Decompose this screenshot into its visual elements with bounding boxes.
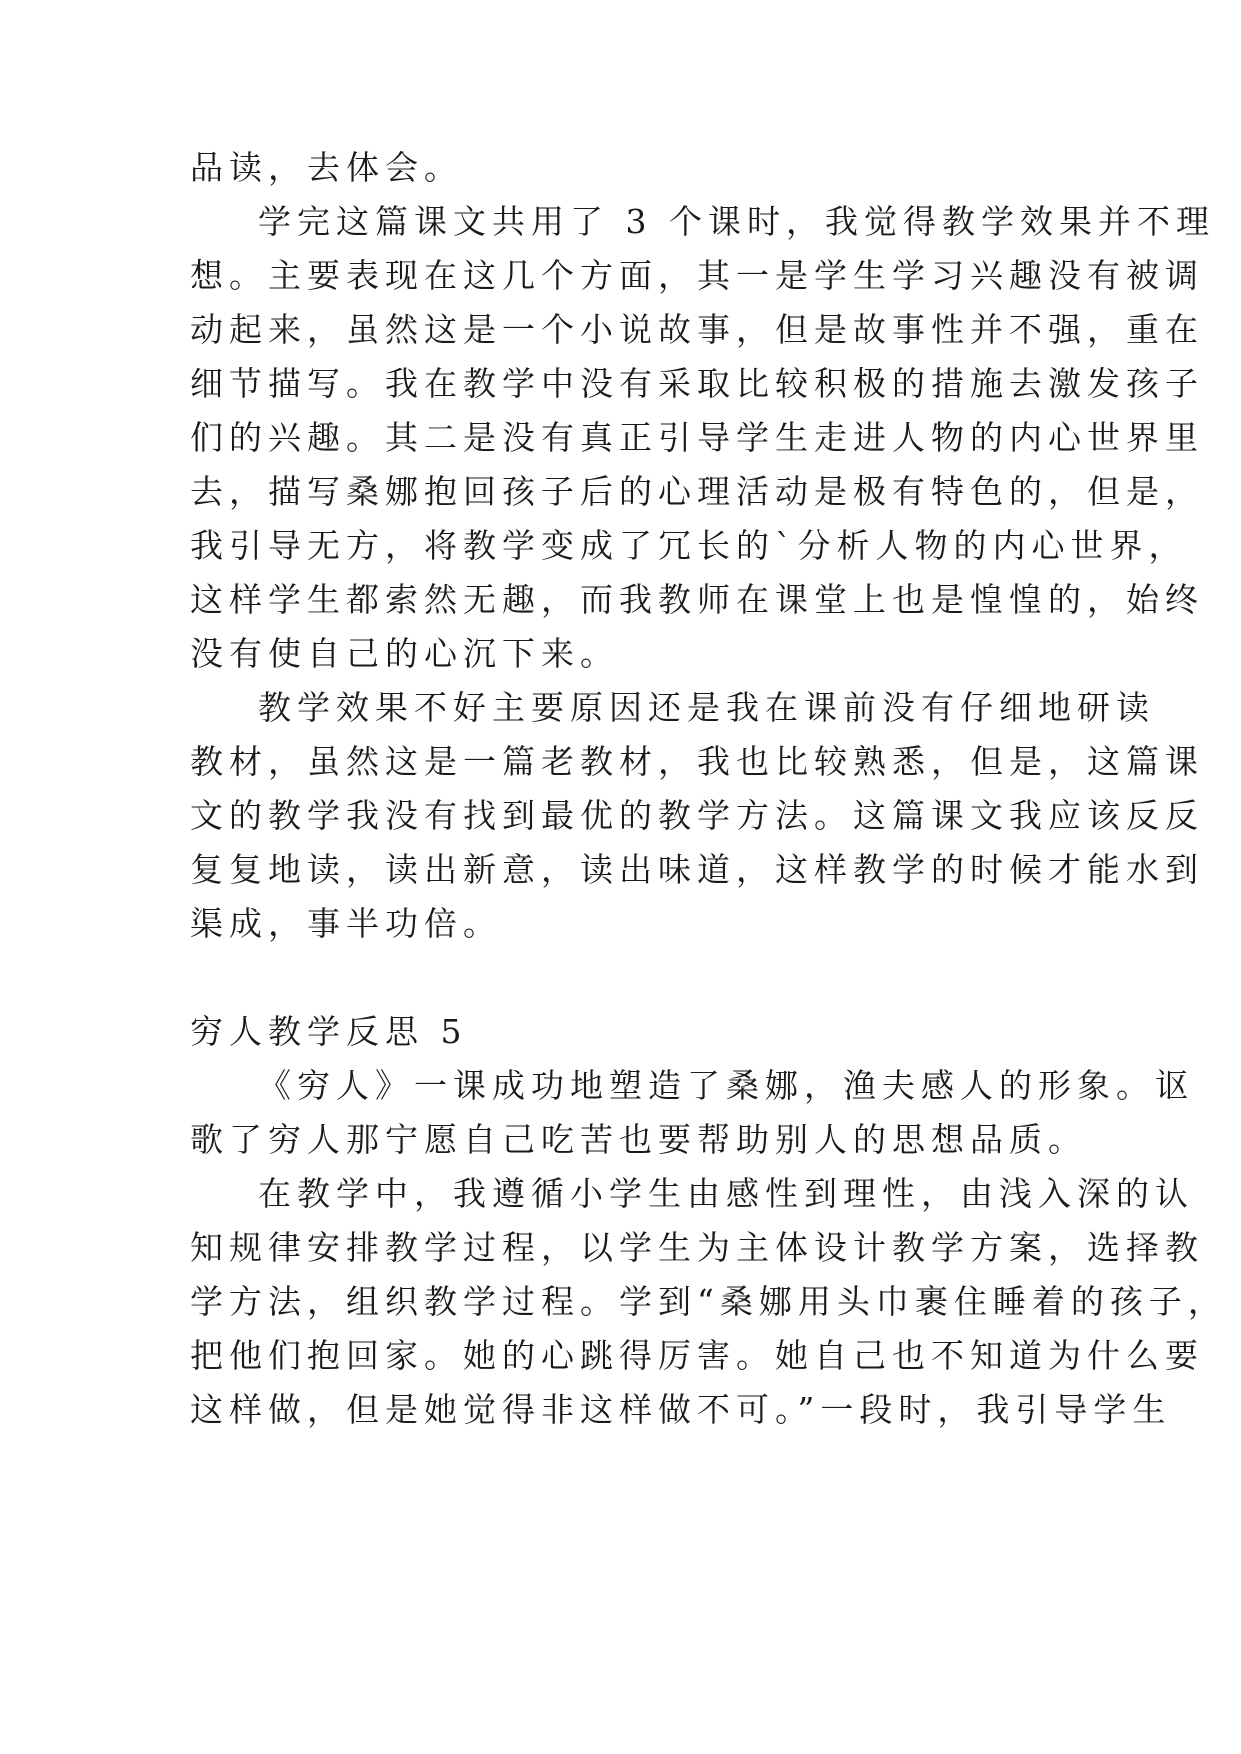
text-line: 渠成，事半功倍。 <box>190 904 502 943</box>
section-heading: 穷人教学反思 5 <box>190 1012 468 1051</box>
text-line: 们的兴趣。其二是没有真正引导学生走进人物的内心世界里 <box>190 418 1204 457</box>
text-line: 学完这篇课文共用了 3 个课时，我觉得教学效果并不理 <box>258 202 1215 241</box>
text-line: 没有使自己的心沉下来。 <box>190 634 619 673</box>
text-line: 这样学生都索然无趣，而我教师在课堂上也是惶惶的，始终 <box>190 580 1204 619</box>
text-line: 歌了穷人那宁愿自己吃苦也要帮助别人的思想品质。 <box>190 1120 1087 1159</box>
text-line: 复复地读，读出新意，读出味道，这样教学的时候才能水到 <box>190 850 1204 889</box>
text-line: 教学效果不好主要原因还是我在课前没有仔细地研读 <box>258 688 1155 727</box>
text-line: 学方法，组织教学过程。学到“桑娜用头巾裹住睡着的孩子， <box>190 1282 1227 1321</box>
text-line: 知规律安排教学过程，以学生为主体设计教学方案，选择教 <box>190 1228 1204 1267</box>
text-line: 这样做，但是她觉得非这样做不可。”一段时，我引导学生 <box>190 1390 1172 1429</box>
text-line: 细节描写。我在教学中没有采取比较积极的措施去激发孩子 <box>190 364 1204 403</box>
text-line: 品读，去体会。 <box>190 148 463 187</box>
text-line: 教材，虽然这是一篇老教材，我也比较熟悉，但是，这篇课 <box>190 742 1204 781</box>
text-line: 把他们抱回家。她的心跳得厉害。她自己也不知道为什么要 <box>190 1336 1204 1375</box>
text-line: 《穷人》一课成功地塑造了桑娜，渔夫感人的形象。讴 <box>258 1066 1194 1105</box>
text-line: 我引导无方，将教学变成了冗长的`分析人物的内心世界， <box>190 526 1188 565</box>
text-line: 去，描写桑娜抱回孩子后的心理活动是极有特色的，但是， <box>190 472 1204 511</box>
text-line: 想。主要表现在这几个方面，其一是学生学习兴趣没有被调 <box>190 256 1204 295</box>
text-line: 动起来，虽然这是一个小说故事，但是故事性并不强，重在 <box>190 310 1204 349</box>
text-line: 文的教学我没有找到最优的教学方法。这篇课文我应该反反 <box>190 796 1204 835</box>
text-line: 在教学中，我遵循小学生由感性到理性，由浅入深的认 <box>258 1174 1194 1213</box>
